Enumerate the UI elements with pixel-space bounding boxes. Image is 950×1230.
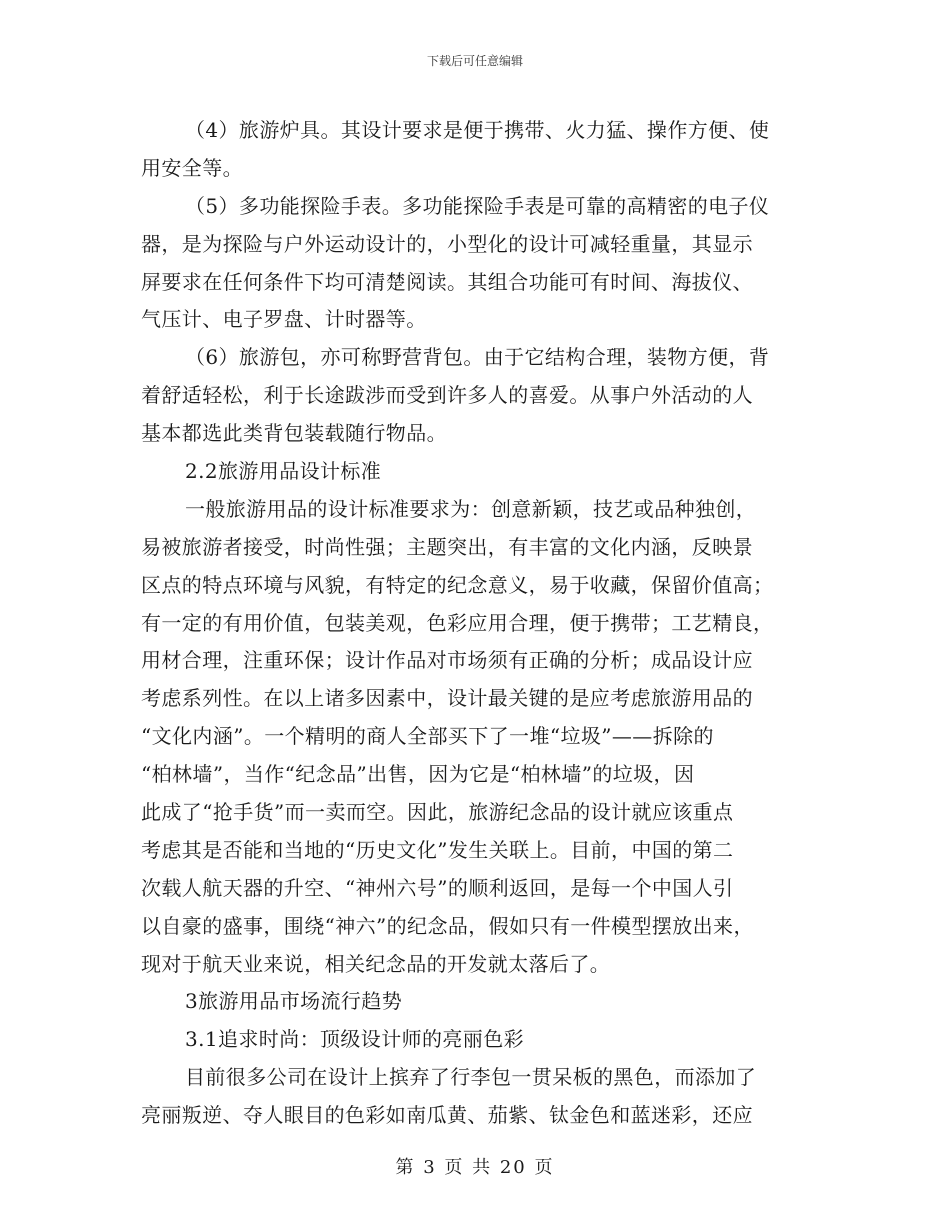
page-header: 下载后可任意编辑 xyxy=(426,54,523,68)
text-line: 器，是为探险与户外运动设计的，小型化的设计可减轻重量，其显示 xyxy=(141,231,753,256)
text-line: （5）多功能探险手表。多功能探险手表是可靠的高精密的电子仪 xyxy=(185,193,770,218)
document-body xyxy=(141,112,811,1135)
text-line: “文化内涵”。一个精明的商人全部买下了一堆“垃圾”——拆除的 xyxy=(141,724,714,749)
text-line: （4）旅游炉具。其设计要求是便于携带、火力猛、操作方便、使 xyxy=(185,118,770,142)
text-line: 目前很多公司在设计上摈弃了行李包一贯呆板的黑色，而添加了 xyxy=(185,1065,757,1090)
text-line: “柏林墙”，当作“纪念品”出售，因为它是“柏林墙”的垃圾，因 xyxy=(141,762,695,787)
text-line: 着舒适轻松，利于长途跋涉而受到许多人的喜爱。从事户外活动的人 xyxy=(141,383,753,408)
text-line: 3旅游用品市场流行趋势 xyxy=(185,989,403,1014)
text-line: 次载人航天器的升空、“神州六号”的顺利返回，是每一个中国人引 xyxy=(141,875,734,900)
text-line: 亮丽叛逆、夺人眼目的色彩如南瓜黄、茄紫、钛金色和蓝迷彩，还应 xyxy=(141,1103,753,1128)
text-line: 此成了“抢手货”而一卖而空。因此，旅游纪念品的设计就应该重点 xyxy=(141,800,734,825)
text-line: 易被旅游者接受，时尚性强；主题突出，有丰富的文化内涵，反映景 xyxy=(141,534,753,559)
text-line: 一般旅游用品的设计标准要求为：创意新颖，技艺或品种独创， xyxy=(185,496,757,521)
text-line: 考虑其是否能和当地的“历史文化”发生关联上。目前，中国的第二 xyxy=(141,837,734,862)
text-line: 现对于航天业来说，相关纪念品的开发就太落后了。 xyxy=(141,951,611,976)
text-line: 考虑系列性。在以上诸多因素中，设计最关键的是应考虑旅游用品的 xyxy=(141,686,753,711)
text-line: 有一定的有用价值，包装美观，色彩应用合理，便于携带；工艺精良， xyxy=(141,610,774,635)
text-line: 区点的特点环境与风貌，有特定的纪念意义，易于收藏，保留价值高； xyxy=(141,572,774,597)
text-line: 2.2旅游用品设计标准 xyxy=(185,459,382,484)
text-line: 用安全等。 xyxy=(141,155,243,180)
text-line: 基本都选此类背包装载随行物品。 xyxy=(141,421,447,446)
page-footer: 第 3 页 共 20 页 xyxy=(395,1157,555,1178)
text-line: 3.1追求时尚：顶级设计师的亮丽色彩 xyxy=(185,1027,525,1052)
text-line: 以自豪的盛事，围绕“神六”的纪念品，假如只有一件模型摆放出来， xyxy=(141,913,754,938)
text-line: 用材合理，注重环保；设计作品对市场须有正确的分析；成品设计应 xyxy=(141,648,753,673)
text-line: 气压计、电子罗盘、计时器等。 xyxy=(141,307,427,332)
text-line: 屏要求在任何条件下均可清楚阅读。其组合功能可有时间、海拔仪、 xyxy=(141,269,753,294)
text-line: （6）旅游包，亦可称野营背包。由于它结构合理，装物方便，背 xyxy=(185,345,770,370)
